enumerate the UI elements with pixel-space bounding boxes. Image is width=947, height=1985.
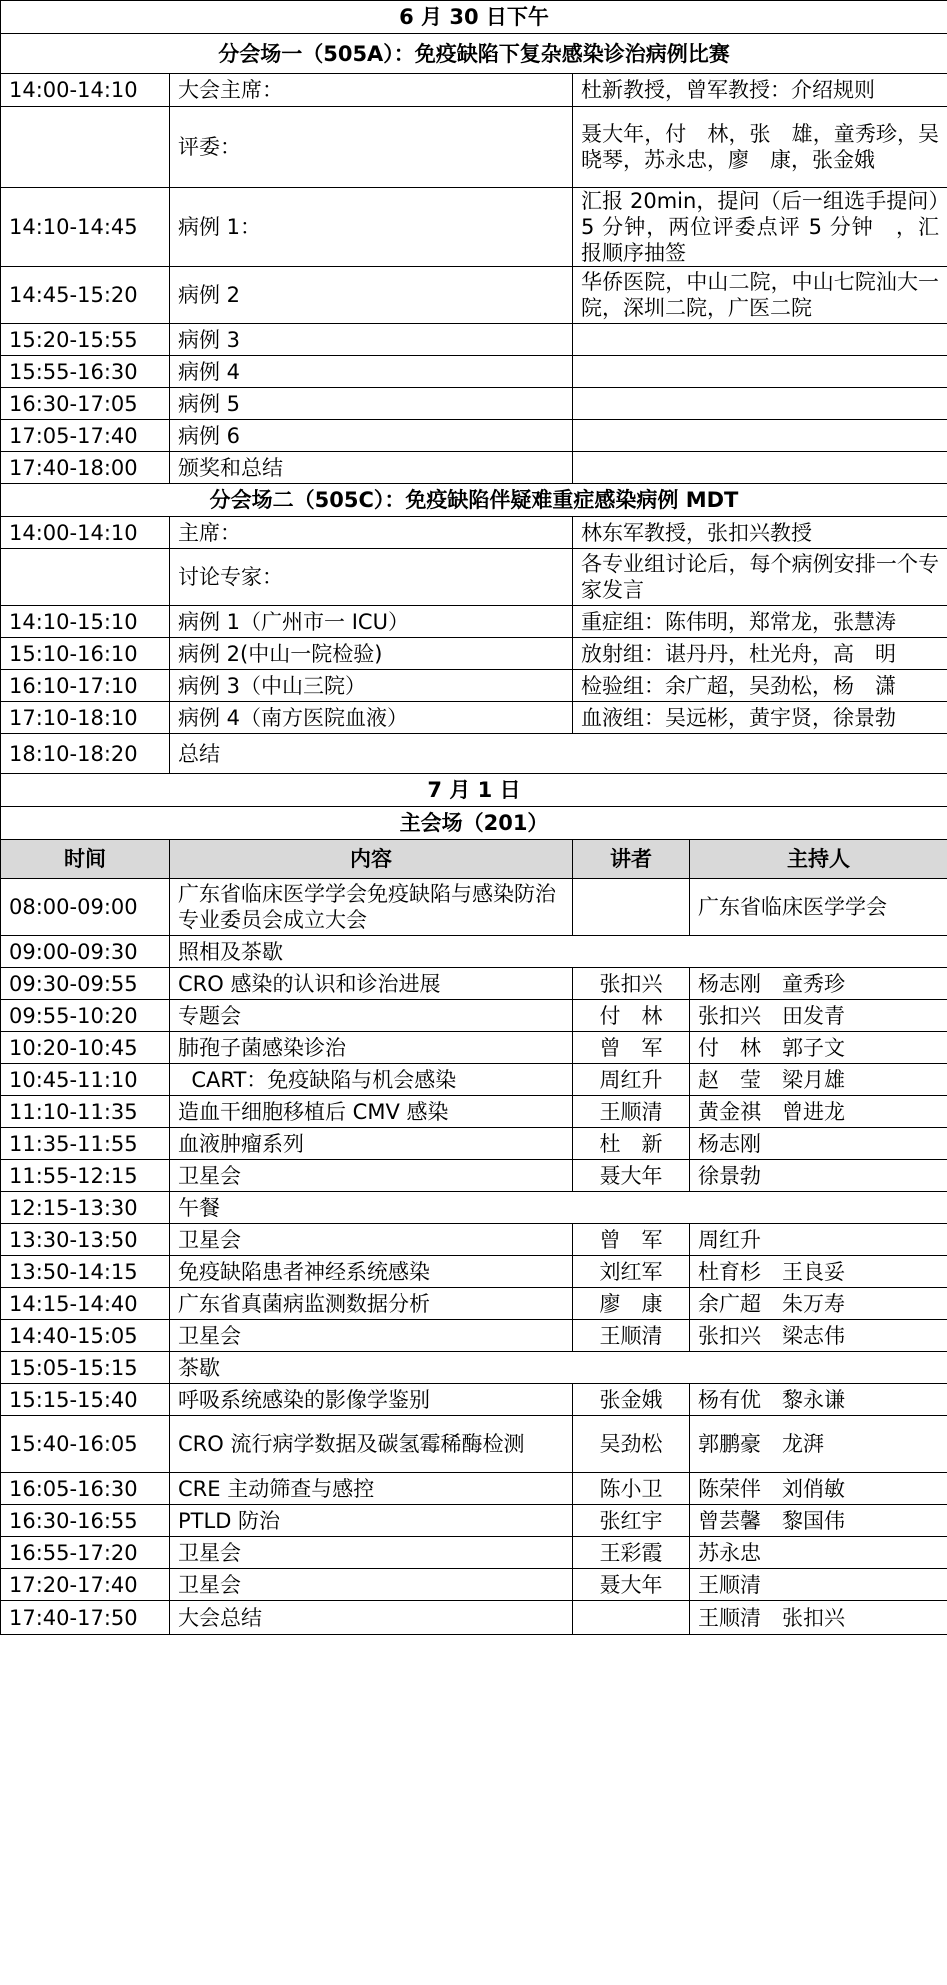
- time-cell: 15:40-16:05: [1, 1416, 170, 1473]
- note-cell: [573, 452, 947, 484]
- speaker-cell: 聂大年: [573, 1160, 690, 1192]
- table-row: [1, 1288, 947, 1320]
- time-cell: 16:05-16:30: [1, 1473, 170, 1505]
- time-cell: 17:40-17:50: [1, 1601, 170, 1635]
- host-cell: 苏永忠: [690, 1537, 947, 1569]
- item-cell: 病例 2(中山一院检验): [170, 638, 573, 670]
- table-row: [1, 734, 947, 774]
- table-row: [1, 1096, 947, 1128]
- header-host: 主持人: [690, 840, 947, 879]
- host-cell: 郭鹏豪 龙湃: [690, 1416, 947, 1473]
- time-cell: 14:10-15:10: [1, 606, 170, 638]
- venue-title-row: [1, 807, 947, 840]
- schedule-body: [1, 1, 947, 1635]
- table-row: [1, 74, 947, 107]
- header-row: [1, 840, 947, 879]
- item-cell: 病例 4: [170, 356, 573, 388]
- content-cell: 广东省真菌病监测数据分析: [170, 1288, 573, 1320]
- item-cell: 总结: [170, 734, 947, 774]
- note-cell: 聂大年，付 林，张 雄，童秀珍，吴晓琴，苏永忠，廖 康，张金娥: [573, 107, 947, 188]
- time-cell: 15:55-16:30: [1, 356, 170, 388]
- speaker-cell: 王顺清: [573, 1096, 690, 1128]
- content-cell: 大会总结: [170, 1601, 573, 1635]
- speaker-cell: 曾 军: [573, 1032, 690, 1064]
- note-cell: [573, 388, 947, 420]
- speaker-cell: 吴劲松: [573, 1416, 690, 1473]
- note-cell: 各专业组讨论后，每个病例安排一个专家发言: [573, 549, 947, 606]
- speaker-cell: 刘红军: [573, 1256, 690, 1288]
- content-cell: 卫星会: [170, 1320, 573, 1352]
- speaker-cell: 陈小卫: [573, 1473, 690, 1505]
- content-cell: 卫星会: [170, 1160, 573, 1192]
- time-cell: 13:50-14:15: [1, 1256, 170, 1288]
- speaker-cell: 张金娥: [573, 1384, 690, 1416]
- time-cell: 16:55-17:20: [1, 1537, 170, 1569]
- table-row: [1, 936, 947, 968]
- time-cell: 10:20-10:45: [1, 1032, 170, 1064]
- item-cell: 病例 6: [170, 420, 573, 452]
- table-row: [1, 1320, 947, 1352]
- table-row: [1, 1569, 947, 1601]
- host-cell: 王顺清 张扣兴: [690, 1601, 947, 1635]
- content-cell: CART：免疫缺陷与机会感染: [170, 1064, 573, 1096]
- host-cell: 杨有优 黎永谦: [690, 1384, 947, 1416]
- note-cell: 重症组：陈伟明，郑常龙，张慧涛: [573, 606, 947, 638]
- note-cell: 华侨医院，中山二院，中山七院汕大一院，深圳二院，广医二院: [573, 267, 947, 324]
- table-row: [1, 1505, 947, 1537]
- table-row: [1, 879, 947, 936]
- speaker-cell: 聂大年: [573, 1569, 690, 1601]
- time-cell: 14:00-14:10: [1, 74, 170, 107]
- table-row: [1, 1416, 947, 1473]
- header-time: 时间: [1, 840, 170, 879]
- note-cell: [573, 324, 947, 356]
- table-row: [1, 1601, 947, 1635]
- table-row: [1, 638, 947, 670]
- header-speaker: 讲者: [573, 840, 690, 879]
- time-cell: 14:10-14:45: [1, 188, 170, 267]
- time-cell: 18:10-18:20: [1, 734, 170, 774]
- time-cell: 15:05-15:15: [1, 1352, 170, 1384]
- speaker-cell: 王彩霞: [573, 1537, 690, 1569]
- note-cell: 放射组：谌丹丹，杜光舟，高 明: [573, 638, 947, 670]
- time-cell: [1, 549, 170, 606]
- content-cell: 造血干细胞移植后 CMV 感染: [170, 1096, 573, 1128]
- time-cell: 14:00-14:10: [1, 517, 170, 549]
- venue-title: 主会场（201）: [1, 807, 947, 840]
- time-cell: [1, 107, 170, 188]
- content-cell: CRO 流行病学数据及碳氢霉稀酶检测: [170, 1416, 573, 1473]
- table-row: [1, 1537, 947, 1569]
- speaker-cell: 杜 新: [573, 1128, 690, 1160]
- time-cell: 12:15-13:30: [1, 1192, 170, 1224]
- table-row: [1, 1224, 947, 1256]
- time-cell: 11:10-11:35: [1, 1096, 170, 1128]
- table-row: [1, 188, 947, 267]
- time-cell: 17:20-17:40: [1, 1569, 170, 1601]
- day-title: 6 月 30 日下午: [1, 1, 947, 34]
- time-cell: 17:40-18:00: [1, 452, 170, 484]
- content-cell: 免疫缺陷患者神经系统感染: [170, 1256, 573, 1288]
- venue-title-row: [1, 484, 947, 517]
- time-cell: 16:10-17:10: [1, 670, 170, 702]
- time-cell: 16:30-16:55: [1, 1505, 170, 1537]
- day-title-row: [1, 774, 947, 807]
- item-cell: 病例 1：: [170, 188, 573, 267]
- table-row: [1, 1000, 947, 1032]
- note-cell: 血液组：吴远彬，黄宇贤，徐景勃: [573, 702, 947, 734]
- table-row: [1, 452, 947, 484]
- time-cell: 17:05-17:40: [1, 420, 170, 452]
- host-cell: 陈荣伴 刘俏敏: [690, 1473, 947, 1505]
- time-cell: 08:00-09:00: [1, 879, 170, 936]
- time-cell: 15:10-16:10: [1, 638, 170, 670]
- content-cell: 专题会: [170, 1000, 573, 1032]
- content-cell: PTLD 防治: [170, 1505, 573, 1537]
- table-row: [1, 968, 947, 1000]
- content-cell: 茶歇: [170, 1352, 947, 1384]
- table-row: [1, 388, 947, 420]
- content-cell: CRO 感染的认识和诊治进展: [170, 968, 573, 1000]
- speaker-cell: [573, 879, 690, 936]
- table-row: [1, 702, 947, 734]
- table-row: [1, 1128, 947, 1160]
- table-row: [1, 356, 947, 388]
- time-cell: 15:15-15:40: [1, 1384, 170, 1416]
- item-cell: 大会主席：: [170, 74, 573, 107]
- item-cell: 病例 3: [170, 324, 573, 356]
- note-cell: [573, 356, 947, 388]
- content-cell: 卫星会: [170, 1224, 573, 1256]
- speaker-cell: 周红升: [573, 1064, 690, 1096]
- time-cell: 17:10-18:10: [1, 702, 170, 734]
- host-cell: 杨志刚 童秀珍: [690, 968, 947, 1000]
- host-cell: 赵 莹 梁月雄: [690, 1064, 947, 1096]
- speaker-cell: 付 林: [573, 1000, 690, 1032]
- table-row: [1, 107, 947, 188]
- speaker-cell: 廖 康: [573, 1288, 690, 1320]
- note-cell: 检验组：余广超，吴劲松，杨 潇: [573, 670, 947, 702]
- time-cell: 14:40-15:05: [1, 1320, 170, 1352]
- item-cell: 病例 2: [170, 267, 573, 324]
- day-title-row: [1, 1, 947, 34]
- time-cell: 09:55-10:20: [1, 1000, 170, 1032]
- item-cell: 评委：: [170, 107, 573, 188]
- table-row: [1, 1256, 947, 1288]
- item-cell: 讨论专家：: [170, 549, 573, 606]
- host-cell: 广东省临床医学学会: [690, 879, 947, 936]
- venue-title: 分会场一（505A）：免疫缺陷下复杂感染诊治病例比赛: [1, 34, 947, 74]
- time-cell: 16:30-17:05: [1, 388, 170, 420]
- table-row: [1, 670, 947, 702]
- table-row: [1, 267, 947, 324]
- time-cell: 10:45-11:10: [1, 1064, 170, 1096]
- day-title: 7 月 1 日: [1, 774, 947, 807]
- time-cell: 09:00-09:30: [1, 936, 170, 968]
- content-cell: CRE 主动筛查与感控: [170, 1473, 573, 1505]
- note-cell: 林东军教授，张扣兴教授: [573, 517, 947, 549]
- header-content: 内容: [170, 840, 573, 879]
- table-row: [1, 420, 947, 452]
- content-cell: 午餐: [170, 1192, 947, 1224]
- time-cell: 13:30-13:50: [1, 1224, 170, 1256]
- host-cell: 杜育杉 王良妥: [690, 1256, 947, 1288]
- time-cell: 09:30-09:55: [1, 968, 170, 1000]
- speaker-cell: 张扣兴: [573, 968, 690, 1000]
- content-cell: 呼吸系统感染的影像学鉴别: [170, 1384, 573, 1416]
- table-row: [1, 517, 947, 549]
- host-cell: 张扣兴 梁志伟: [690, 1320, 947, 1352]
- host-cell: 曾芸馨 黎国伟: [690, 1505, 947, 1537]
- item-cell: 病例 4（南方医院血液）: [170, 702, 573, 734]
- table-row: [1, 1032, 947, 1064]
- host-cell: 杨志刚: [690, 1128, 947, 1160]
- time-cell: 11:35-11:55: [1, 1128, 170, 1160]
- table-row: [1, 1473, 947, 1505]
- speaker-cell: 张红宇: [573, 1505, 690, 1537]
- table-row: [1, 1160, 947, 1192]
- content-cell: 卫星会: [170, 1537, 573, 1569]
- speaker-cell: [573, 1601, 690, 1635]
- table-row: [1, 1064, 947, 1096]
- host-cell: 张扣兴 田发青: [690, 1000, 947, 1032]
- item-cell: 病例 3（中山三院）: [170, 670, 573, 702]
- content-cell: 卫星会: [170, 1569, 573, 1601]
- note-cell: 杜新教授，曾军教授：介绍规则: [573, 74, 947, 107]
- table-row: [1, 1192, 947, 1224]
- host-cell: 周红升: [690, 1224, 947, 1256]
- speaker-cell: 曾 军: [573, 1224, 690, 1256]
- table-row: [1, 1352, 947, 1384]
- table-row: [1, 1384, 947, 1416]
- content-cell: 照相及茶歇: [170, 936, 947, 968]
- table-row: [1, 324, 947, 356]
- speaker-cell: 王顺清: [573, 1320, 690, 1352]
- time-cell: 14:15-14:40: [1, 1288, 170, 1320]
- host-cell: 王顺清: [690, 1569, 947, 1601]
- host-cell: 余广超 朱万寿: [690, 1288, 947, 1320]
- item-cell: 病例 5: [170, 388, 573, 420]
- content-cell: 广东省临床医学学会免疫缺陷与感染防治专业委员会成立大会: [170, 879, 573, 936]
- venue-title: 分会场二（505C）：免疫缺陷伴疑难重症感染病例 MDT: [1, 484, 947, 517]
- table-row: [1, 549, 947, 606]
- time-cell: 15:20-15:55: [1, 324, 170, 356]
- content-cell: 肺孢子菌感染诊治: [170, 1032, 573, 1064]
- host-cell: 黄金祺 曾进龙: [690, 1096, 947, 1128]
- time-cell: 11:55-12:15: [1, 1160, 170, 1192]
- item-cell: 颁奖和总结: [170, 452, 573, 484]
- table-row: [1, 606, 947, 638]
- item-cell: 主席：: [170, 517, 573, 549]
- note-cell: [573, 420, 947, 452]
- host-cell: 徐景勃: [690, 1160, 947, 1192]
- host-cell: 付 林 郭子文: [690, 1032, 947, 1064]
- time-cell: 14:45-15:20: [1, 267, 170, 324]
- venue-title-row: [1, 34, 947, 74]
- item-cell: 病例 1（广州市一 ICU）: [170, 606, 573, 638]
- content-cell: 血液肿瘤系列: [170, 1128, 573, 1160]
- note-cell: 汇报 20min，提问（后一组选手提问）5 分钟，两位评委点评 5 分钟 ，汇报顺序抽签: [573, 188, 947, 267]
